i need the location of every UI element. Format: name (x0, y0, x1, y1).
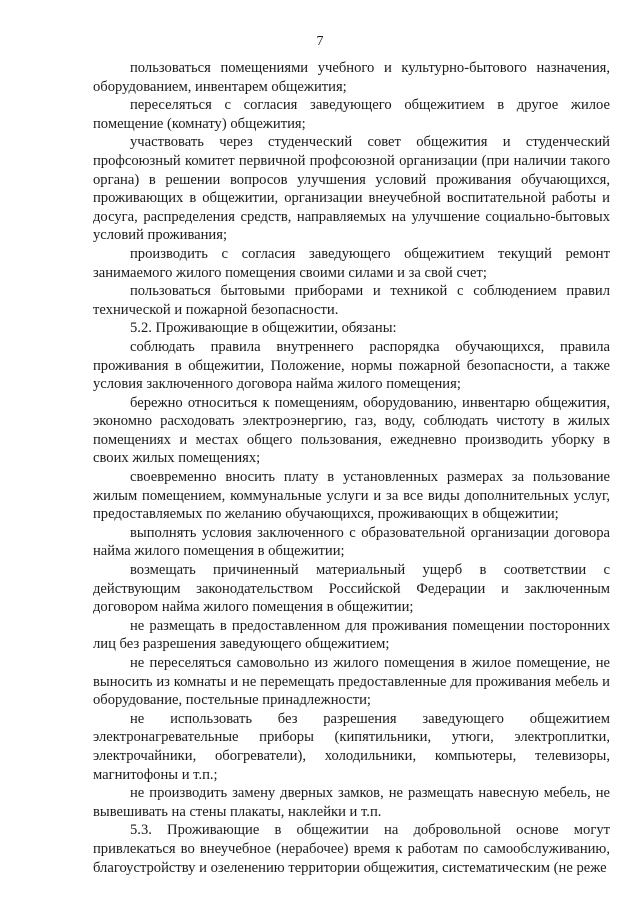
paragraph-right-relocate: переселяться с согласия заведующего общежитием в другое жилое помещение (комнату) общежития; (93, 97, 610, 132)
paragraph-duty-pay: своевременно вносить плату в установленных размерах за пользование жилым помещением, коммунальные услуги и за все виды дополнительных услуг, предоставляемых по желанию обучающихся, проживающих в общежитии; (93, 469, 610, 523)
paragraph-duty-no-locks: не производить замену дверных замков, не размещать навесную мебель, не вывешивать на стены плакаты, наклейки и т.п. (93, 785, 610, 820)
document-body (93, 59, 610, 877)
paragraph-duty-care-premises: бережно относиться к помещениям, оборудованию, инвентарю общежития, экономно расходовать электроэнергию, газ, воду, соблюдать чистоту в жилых помещениях и местах общего пользования, ежедневно производить уборку в своих жилых помещениях; (93, 394, 610, 467)
paragraph-duty-no-relocate: не переселяться самовольно из жилого помещения в жилое помещение, не выносить из комнаты и не перемещать предоставленные для проживания мебель и оборудование, постельные принадлежности; (93, 655, 610, 709)
paragraph-duty-compensate: возмещать причиненный материальный ущерб в соответствии с действующим законодательством Российской Федерации и заключенным договором найма жилого помещения в общежитии; (93, 562, 610, 616)
paragraph-right-use-appliances: пользоваться бытовыми приборами и техникой с соблюдением правил технической и пожарной безопасности. (93, 283, 610, 318)
section-paragraph-5-3: 5.3. Проживающие в общежитии на добровольной основе могут привлекаться во внеучебное (нерабочее) время к работам по самообслуживанию, благоустройству и озеленению территории общежития, систематическим (не реже (93, 822, 610, 876)
paragraph-duty-follow-rules: соблюдать правила внутреннего распорядка обучающихся, правила проживания в общежитии, Положение, нормы пожарной безопасности, а также условия заключенного договора найма жилого помещения; (93, 338, 610, 393)
page-number: 7 (316, 34, 324, 49)
paragraph-right-use-premises: пользоваться помещениями учебного и культурно-бытового назначения, оборудованием, инвентарем общежития; (93, 60, 610, 95)
paragraph-duty-contract: выполнять условия заключенного с образовательной организации договора найма жилого помещения в общежитии; (93, 524, 610, 560)
paragraph-duty-no-outsiders: не размещать в предоставленном для проживания помещении посторонних лиц без разрешения заведующего общежитием; (93, 617, 610, 653)
paragraph-right-participate-council: участвовать через студенческий совет общежития и студенческий профсоюзный комитет первичной профсоюзной организации (при наличии такого органа) в решении вопросов улучшения условий проживания обучающихся, проживающих в общежитии, организации внеучебной воспитательной работы и досуга, распределения средств, направляемых на улучшение социально-бытовых условий проживания; (93, 134, 610, 244)
section-heading-5-2: 5.2. Проживающие в общежитии, обязаны: (130, 320, 397, 337)
paragraph-duty-no-heaters: не использовать без разрешения заведующего общежитием электронагревательные приборы (кипятильники, утюги, электроплитки, электрочайники, обогреватели), холодильники, компьютеры, телевизоры, магнитофоны и т.п.; (93, 710, 610, 783)
paragraph-right-repair: производить с согласия заведующего общежитием текущий ремонт занимаемого жилого помещения своими силами и за свой счет; (93, 245, 610, 281)
